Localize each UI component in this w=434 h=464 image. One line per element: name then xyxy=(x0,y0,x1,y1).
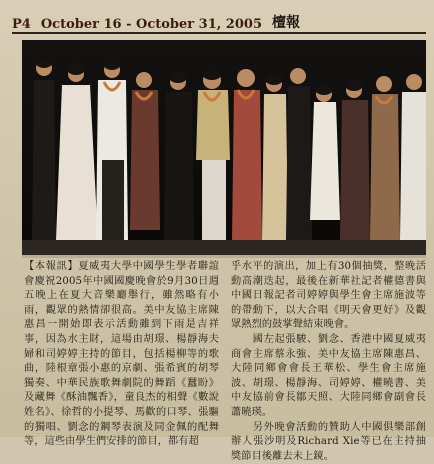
photo-divider xyxy=(22,255,426,258)
issue-date: October 16 - October 31, 2005 xyxy=(40,17,262,32)
article-column-1 xyxy=(24,260,219,448)
page-header xyxy=(12,10,426,34)
masthead: 檀報 xyxy=(272,15,300,31)
article-paragraph: 【本報訊】夏威夷大學中國學生學者聯誼會慶祝2005年中國國慶晚會於9月30日週五晚上在夏大音樂廳舉行，雖然略有小雨，觀眾的熱情卻很高。美中友協主席陳惠昌一開始即表示活動雖到下雨是吉祥事，因為水主財，這場由胡璟、楊靜海夫婦和司婷婷主持的節目，包括楊柳等的歌曲，陸根章張小惠的京劇、張希賓的胡琴獨奏、中華民族歌舞劇院的舞蹈《蠶盼》及藏舞《酥油飄香》，童良杰的相聲《數說姓名》、徐哲的小提琴、馬歡的口琴、張驅的獨唱、劉念的鋼琴表演及同金佩的配舞等，這些由學生們安排的節目，都有超 xyxy=(24,261,219,448)
group-photo xyxy=(22,40,426,255)
article-column-2 xyxy=(231,260,426,462)
article-body xyxy=(24,260,426,462)
page-number: P4 xyxy=(12,17,31,32)
group-photo-image xyxy=(22,40,426,255)
article-paragraph: 乎水平的演出，加上有30個抽獎，整晚活動高潮迭起，最後在新華社記者權德書與中國日報記者司婷婷與學生會主席施波等的帶動下，以大合唱《明天會更好》及觀眾熱烈的鼓掌聲結束晚會。 國左起張駿、劉念、香港中國夏威夷商會主席蔡永強、美中友協主席陳惠昌、大陸同鄉會會長王華松、學生會主席施波、胡璟、楊靜海、司婷婷、權曉書、美中友協前會長鄒天照、大陸同鄉會副會長蕭曉瑛。 另外晚會活動的贊助人中國俱樂部創辦人張沙明及Richard Xie等已在主持抽獎節目後離去未上鏡。 xyxy=(231,261,426,462)
